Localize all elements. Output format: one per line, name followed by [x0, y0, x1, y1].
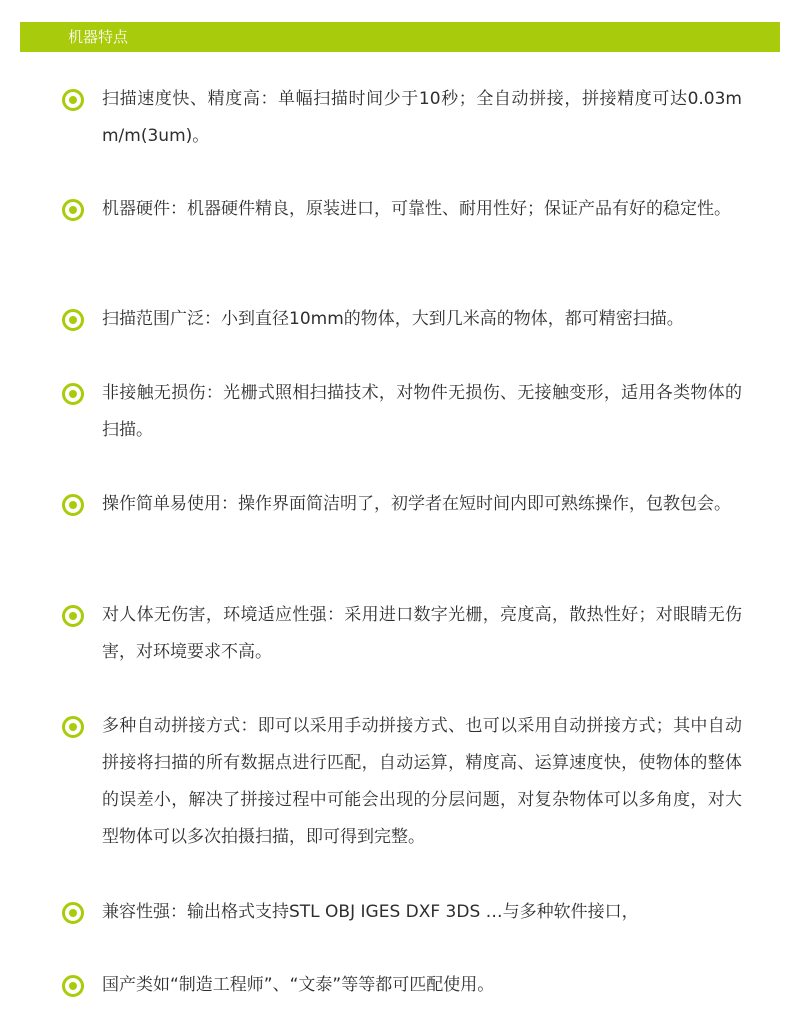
circle-bullet-icon [62, 605, 84, 627]
feature-item [62, 714, 742, 856]
circle-bullet-icon [62, 199, 84, 221]
circle-bullet-icon [62, 383, 84, 405]
feature-text: 操作简单易使用：操作界面简洁明了，初学者在短时间内即可熟练操作，包教包会。 [102, 494, 731, 514]
feature-item [62, 381, 742, 449]
feature-text: 非接触无损伤：光栅式照相扫描技术，对物件无损伤、无接触变形，适用各类物体的扫描。 [102, 383, 742, 440]
feature-item [62, 973, 742, 1004]
feature-text: 扫描速度快、精度高：单幅扫描时间少于10秒；全自动拼接，拼接精度可达0.03mm/m(3um)。 [102, 89, 742, 146]
circle-bullet-icon [62, 902, 84, 924]
feature-text: 对人体无伤害，环境适应性强：采用进口数字光栅，亮度高，散热性好；对眼睛无伤害，对环境要求不高。 [102, 605, 742, 662]
feature-text: 兼容性强：输出格式支持STL OBJ IGES DXF 3DS …与多种软件接口， [102, 902, 639, 922]
feature-item [62, 492, 742, 523]
feature-item [62, 197, 742, 228]
feature-item [62, 900, 742, 931]
circle-bullet-icon [62, 309, 84, 331]
circle-bullet-icon [62, 89, 84, 111]
feature-text: 扫描范围广泛：小到直径10mm的物体，大到几米高的物体，都可精密扫描。 [102, 309, 684, 329]
circle-bullet-icon [62, 494, 84, 516]
feature-item [62, 307, 742, 338]
circle-bullet-icon [62, 975, 84, 997]
circle-bullet-icon [62, 716, 84, 738]
section-title: 机器特点 [68, 28, 129, 46]
feature-text: 机器硬件：机器硬件精良，原装进口，可靠性、耐用性好；保证产品有好的稳定性。 [102, 199, 731, 219]
section-header [20, 22, 780, 52]
feature-text: 多种自动拼接方式：即可以采用手动拼接方式、也可以采用自动拼接方式；其中自动拼接将扫描的所有数据点进行匹配，自动运算，精度高、运算速度快，使物体的整体的误差小，解决了拼接过程中可能会出现的分层问题，对复杂物体可以多角度，对大型物体可以多次拍摄扫描，即可得到完整。 [102, 716, 742, 847]
feature-item [62, 603, 742, 671]
feature-text: 国产类如“制造工程师”、“文泰”等等都可匹配使用。 [102, 975, 495, 995]
feature-item [62, 87, 742, 155]
